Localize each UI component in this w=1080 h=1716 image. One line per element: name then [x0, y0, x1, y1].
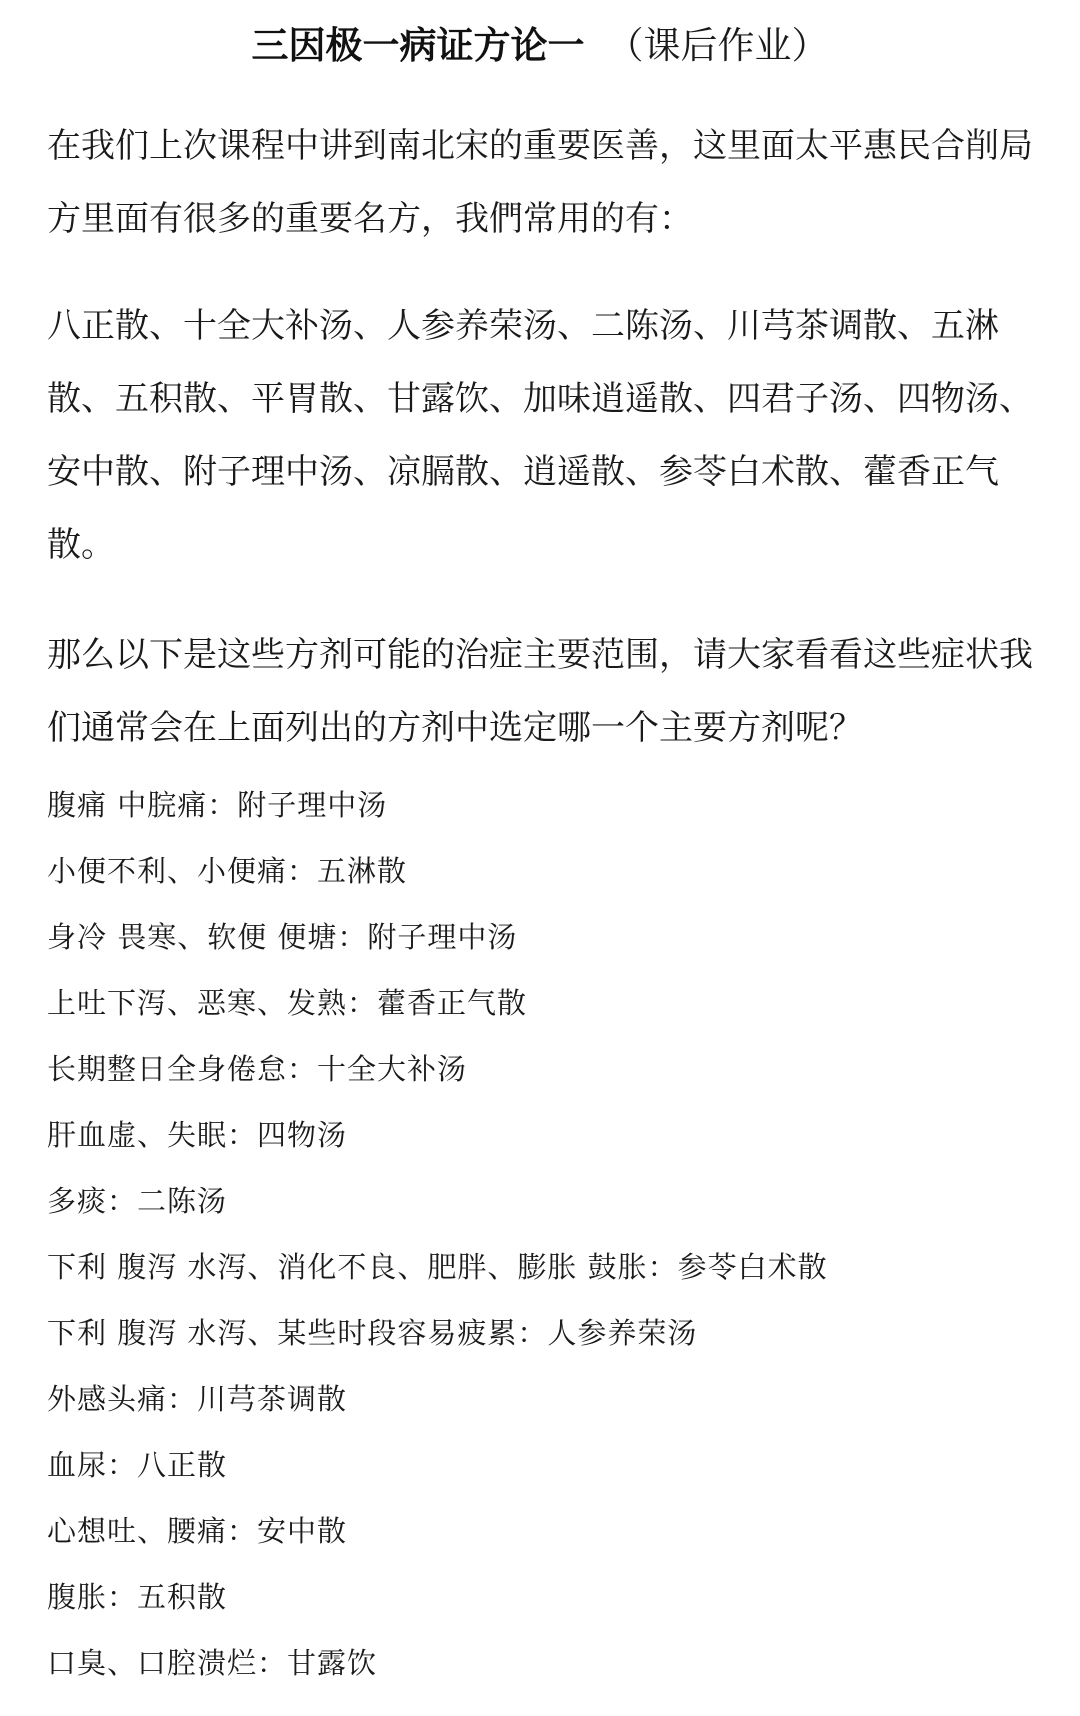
list-item: 外感头痛：川芎茶调散	[47, 1382, 348, 1416]
list-item: 长期整日全身倦怠：十全大补汤	[47, 1052, 468, 1086]
list-item: 下利 腹泻 水泻、消化不良、肥胖、膨胀 鼓胀：参苓白术散	[47, 1250, 828, 1284]
answer-list	[47, 772, 1037, 1696]
list-item: 腹痛 中脘痛：附子理中汤	[47, 788, 388, 822]
list-item: 血尿：八正散	[47, 1448, 228, 1482]
list-item: 肝血虚、失眠：四物汤	[47, 1118, 348, 1152]
list-item: 心想吐、腰痛：安中散	[47, 1514, 348, 1548]
list-item: 下利 腹泻 水泻、某些时段容易疲累：人参养荣汤	[47, 1316, 698, 1350]
list-item: 身冷 畏寒、软便 便塘：附子理中汤	[47, 920, 518, 954]
intro-paragraph: 在我们上次课程中讲到南北宋的重要医善，这里面太平惠民合削局方里面有很多的重要名方，我們常用的有：	[47, 126, 1033, 239]
title-main: 三因极一病证方论一	[251, 24, 585, 67]
page-title	[0, 18, 1080, 74]
list-item: 小便不利、小便痛：五淋散	[47, 854, 408, 888]
question-paragraph: 那么以下是这些方剂可能的治症主要范围，请大家看看这些症状我们通常会在上面列出的方剂中选定哪一个主要方剂呢？	[47, 635, 1033, 748]
title-subtitle: （课后作业）	[606, 24, 829, 67]
list-item: 腹胀：五积散	[47, 1580, 228, 1614]
formula-list-paragraph: 八正散、十全大补汤、人参养荣汤、二陈汤、川芎茶调散、五淋散、五积散、平胃散、甘露饮、加味逍遥散、四君子汤、四物汤、安中散、附子理中汤、凉膈散、逍遥散、参苓白术散、藿香正气散。	[47, 306, 1033, 565]
list-item: 多痰：二陈汤	[47, 1184, 228, 1218]
list-item: 口臭、口腔溃烂：甘露饮	[47, 1646, 378, 1680]
list-item: 上吐下泻、恶寒、发熟：藿香正气散	[47, 986, 528, 1020]
